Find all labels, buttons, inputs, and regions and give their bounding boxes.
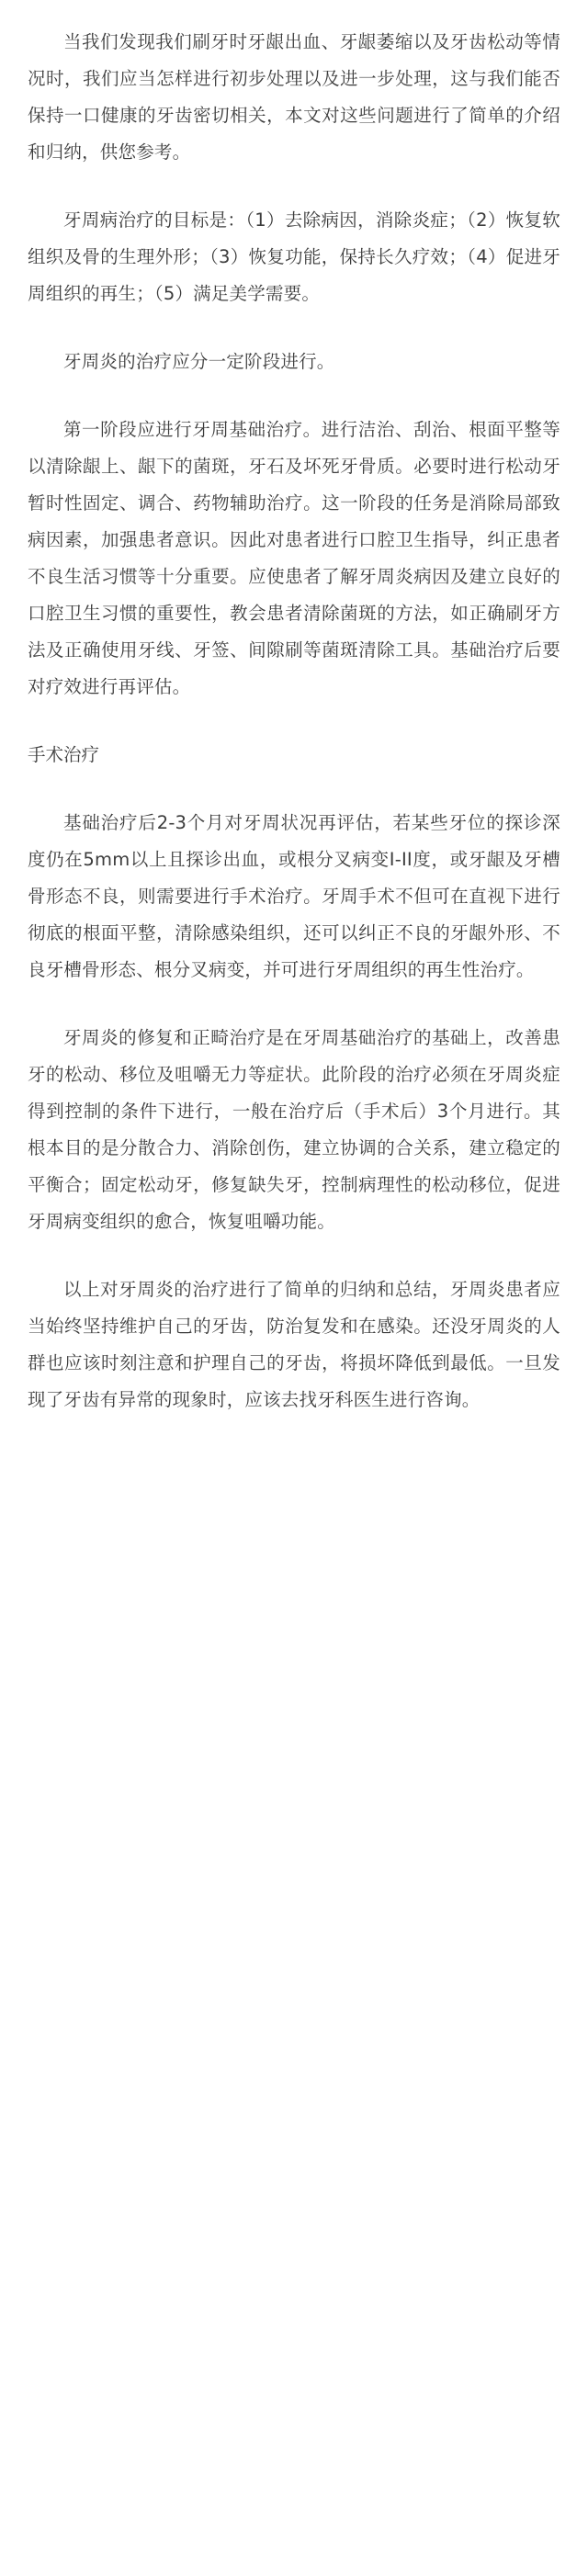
paragraph-surgery: 基础治疗后2-3个月对牙周状况再评估，若某些牙位的探诊深度仍在5mm以上且探诊出血，或根分叉病变I-II度，或牙龈及牙槽骨形态不良，则需要进行手术治疗。牙周手术不但可在直视下进行彻底的根面平整，清除感染组织，还可以纠正不良的牙龈外形、不良牙槽骨形态、根分叉病变，并可进行牙周组织的再生性治疗。 <box>28 812 560 980</box>
paragraph-restoration-orthodontics: 牙周炎的修复和正畸治疗是在牙周基础治疗的基础上，改善患牙的松动、移位及咀嚼无力等症状。此阶段的治疗必须在牙周炎症得到控制的条件下进行，一般在治疗后（手术后）3个月进行。其根本目的是分散合力、消除创伤，建立协调的合关系，建立稳定的平衡合；固定松动牙，修复缺失牙，控制病理性的松动移位，促进牙周病变组织的愈合，恢复咀嚼功能。 <box>28 1027 560 1232</box>
section-heading-surgery: 手术治疗 <box>28 744 100 765</box>
paragraph-treatment-goals: 牙周病治疗的目标是：（1）去除病因，消除炎症；（2）恢复软组织及骨的生理外形；（3）恢复功能，保持长久疗效；（4）促进牙周组织的再生；（5）满足美学需要。 <box>28 209 560 304</box>
paragraph-summary: 以上对牙周炎的治疗进行了简单的归纳和总结，牙周炎患者应当始终坚持维护自己的牙齿，防治复发和在感染。还没牙周炎的人群也应该时刻注意和护理自己的牙齿，将损坏降低到最低。一旦发现了牙齿有异常的现象时，应该去找牙科医生进行咨询。 <box>28 1279 560 1410</box>
paragraph-phase-one: 第一阶段应进行牙周基础治疗。进行洁治、刮治、根面平整等以清除龈上、龈下的菌斑，牙石及坏死牙骨质。必要时进行松动牙暂时性固定、调合、药物辅助治疗。这一阶段的任务是消除局部致病因素，加强患者意识。因此对患者进行口腔卫生指导，纠正患者不良生活习惯等十分重要。应使患者了解牙周炎病因及建立良好的口腔卫生习惯的重要性，教会患者清除菌斑的方法，如正确刷牙方法及正确使用牙线、牙签、间隙刷等菌斑清除工具。基础治疗后要对疗效进行再评估。 <box>28 419 560 697</box>
paragraph-stages: 牙周炎的治疗应分一定阶段进行。 <box>63 351 335 372</box>
paragraph-intro: 当我们发现我们刷牙时牙龈出血、牙龈萎缩以及牙齿松动等情况时，我们应当怎样进行初步处理以及进一步处理，这与我们能否保持一口健康的牙齿密切相关，本文对这些问题进行了简单的介绍和归纳，供您参考。 <box>28 31 560 163</box>
